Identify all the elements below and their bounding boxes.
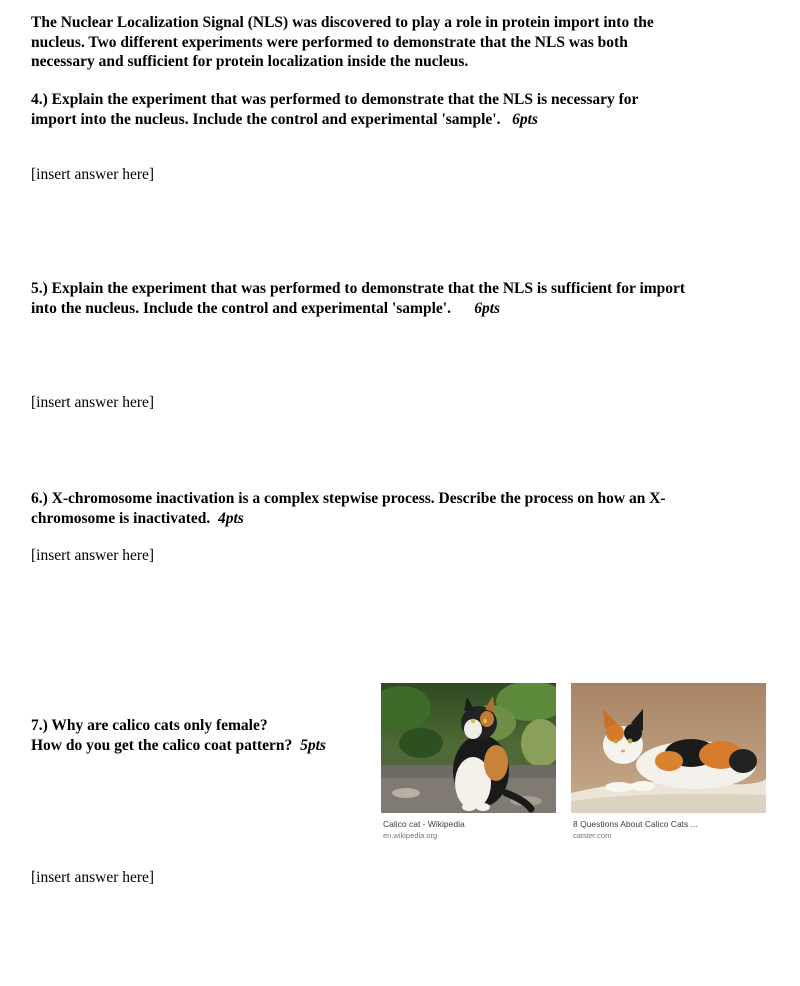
question-7-answer[interactable]: [insert answer here] xyxy=(31,869,155,886)
question-6-points: 4pts xyxy=(217,509,244,527)
question-6-line-2-wrap xyxy=(31,509,751,529)
image-2-caption[interactable] xyxy=(573,818,698,842)
question-7-line-2-wrap xyxy=(31,736,371,756)
question-4-points: 6pts xyxy=(512,110,538,128)
question-7-points: 5pts xyxy=(300,736,326,754)
question-4-line-2: import into the nucleus. Include the control and experimental 'sample'. xyxy=(31,110,501,128)
question-5-line-2-wrap xyxy=(31,299,751,319)
intro-paragraph xyxy=(31,13,751,72)
question-7-line-2: How do you get the calico coat pattern? xyxy=(31,736,293,754)
question-5-line-2: into the nucleus. Include the control and experimental 'sample'. xyxy=(31,299,451,317)
calico-cat-lying-icon xyxy=(571,683,766,813)
question-6 xyxy=(31,489,751,528)
question-5 xyxy=(31,279,751,318)
question-5-line-1: 5.) Explain the experiment that was performed to demonstrate that the NLS is sufficient for import xyxy=(31,280,686,297)
question-6-line-1: 6.) X-chromosome inactivation is a complex stepwise process. Describe the process on how an X- xyxy=(31,490,666,507)
calico-cat-sitting-photo[interactable] xyxy=(381,683,556,813)
question-4-answer[interactable]: [insert answer here] xyxy=(31,166,155,183)
question-6-answer[interactable]: [insert answer here] xyxy=(31,547,155,564)
question-7-line-1: 7.) Why are calico cats only female? xyxy=(31,717,268,734)
intro-line-3: necessary and sufficient for protein localization inside the nucleus. xyxy=(31,53,469,70)
image-2-source: catster.com xyxy=(573,831,612,840)
image-1-title: Calico cat - Wikipedia xyxy=(383,819,465,829)
calico-cat-lying-photo[interactable] xyxy=(571,683,766,813)
question-5-points: 6pts xyxy=(474,299,501,317)
image-2-title: 8 Questions About Calico Cats ... xyxy=(573,819,698,829)
intro-line-1: The Nuclear Localization Signal (NLS) was discovered to play a role in protein import into the xyxy=(31,14,654,31)
question-5-answer[interactable]: [insert answer here] xyxy=(31,394,155,411)
question-4-line-2-wrap xyxy=(31,110,751,130)
intro-line-2: nucleus. Two different experiments were performed to demonstrate that the NLS was both xyxy=(31,33,628,51)
question-4-line-1: 4.) Explain the experiment that was performed to demonstrate that the NLS is necessary for xyxy=(31,91,639,108)
question-4 xyxy=(31,90,751,129)
image-1-caption[interactable] xyxy=(383,818,465,842)
question-6-line-2: chromosome is inactivated. xyxy=(31,509,211,527)
question-7 xyxy=(31,716,371,755)
calico-cat-sitting-icon xyxy=(381,683,556,813)
image-1-source: en.wikipedia.org xyxy=(383,831,438,840)
